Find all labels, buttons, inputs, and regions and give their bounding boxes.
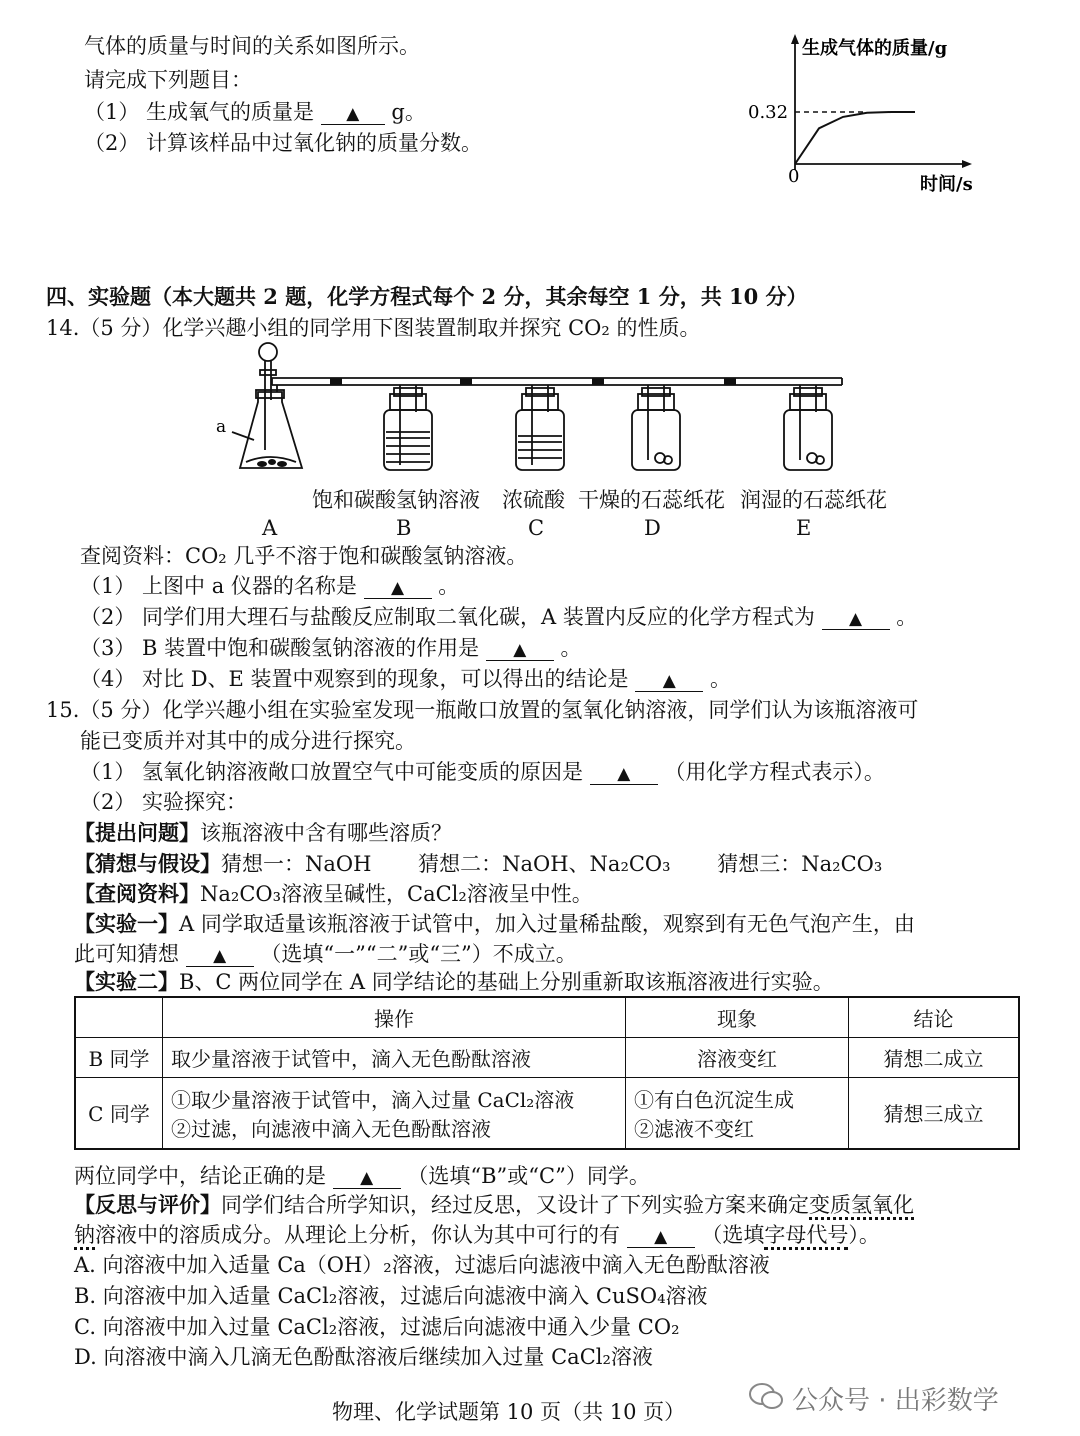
answer-blank[interactable] bbox=[486, 636, 554, 661]
answer-blank[interactable] bbox=[321, 100, 385, 125]
q15-sub-1 bbox=[80, 756, 885, 786]
text: Na₂CO₃溶液呈碱性，CaCl₂溶液呈中性。 bbox=[200, 882, 593, 906]
hypothesis-3: 猜想三：Na₂CO₃ bbox=[717, 852, 883, 876]
question-text: 。 bbox=[896, 605, 918, 629]
table-cell: 溶液变红 bbox=[626, 1037, 849, 1077]
table-cell bbox=[626, 1077, 849, 1149]
connecting-pipe bbox=[272, 378, 842, 385]
question-text: （选填“一”“二”或“三”）不成立。 bbox=[260, 942, 577, 966]
experiment-1-line1 bbox=[74, 908, 915, 938]
text-line: 请完成下列题目： bbox=[84, 68, 252, 92]
mass-time-chart bbox=[740, 30, 1030, 205]
cell-line: ①有白色沉淀生成 bbox=[634, 1087, 794, 1112]
watermark: 公众号 · 出彩数学 bbox=[792, 1386, 999, 1416]
tag: 【提出问题】 bbox=[74, 820, 200, 845]
question-text: 。 bbox=[560, 636, 582, 660]
mass-curve bbox=[795, 112, 915, 164]
option-a: A. 向溶液中加入适量 Ca（OH）₂溶液，过滤后向滤液中滴入无色酚酞溶液 bbox=[74, 1253, 770, 1277]
reflection-line1 bbox=[74, 1189, 914, 1219]
text-line: 气体的质量与时间的关系如图所示。 bbox=[84, 34, 420, 58]
y-axis-label: 生成气体的质量/g bbox=[802, 38, 948, 59]
cell-line: ②滤液不变红 bbox=[634, 1116, 754, 1141]
question-text: 。 bbox=[709, 667, 731, 691]
triangle-icon: ▲ bbox=[513, 640, 527, 660]
page-footer: 物理、化学试题第 10 页（共 10 页） bbox=[332, 1400, 686, 1424]
table-row bbox=[75, 1037, 1019, 1077]
text: （选填 bbox=[701, 1223, 765, 1247]
label-a: a bbox=[216, 417, 227, 437]
table-header bbox=[75, 997, 163, 1037]
funnel-bulb bbox=[259, 343, 277, 361]
emphasized-text: 字母代号 bbox=[764, 1223, 848, 1250]
table-cell bbox=[163, 1077, 626, 1149]
bottle-e bbox=[784, 378, 842, 470]
reference-line bbox=[74, 878, 593, 908]
experiment-table bbox=[74, 996, 1020, 1150]
hypothesis-line bbox=[74, 848, 882, 878]
answer-blank[interactable] bbox=[333, 1164, 401, 1189]
option-d: D. 向溶液中滴入几滴无色酚酞溶液后继续加入过量 CaCl₂溶液 bbox=[74, 1345, 653, 1369]
q14-sub-2 bbox=[80, 601, 917, 631]
question-2: （2） 计算该样品中过氧化钠的质量分数。 bbox=[84, 131, 483, 155]
text: 同学们结合所学知识，经过反思，又设计了下列实验方案来确定 bbox=[221, 1193, 809, 1217]
triangle-icon: ▲ bbox=[213, 946, 227, 966]
origin-label: 0 bbox=[788, 166, 800, 187]
question-text: （3） B 装置中饱和碳酸氢钠溶液的作用是 bbox=[80, 636, 480, 660]
q15-sub-2: （2） 实验探究： bbox=[80, 790, 248, 814]
triangle-icon: ▲ bbox=[360, 1168, 374, 1188]
q15-stem-line2: 能已变质并对其中的成分进行探究。 bbox=[80, 729, 416, 753]
table-cell: 猜想二成立 bbox=[849, 1037, 1020, 1077]
tag: 【查阅资料】 bbox=[74, 881, 200, 906]
problem-line bbox=[74, 817, 452, 847]
wechat-icon bbox=[748, 1382, 784, 1412]
answer-blank[interactable] bbox=[822, 605, 890, 630]
option-b: B. 向溶液中加入适量 CaCl₂溶液，过滤后向滤液中滴入 CuSO₄溶液 bbox=[74, 1284, 708, 1308]
bottle-d bbox=[632, 385, 680, 470]
reflection-line2 bbox=[74, 1219, 880, 1249]
question-1 bbox=[84, 96, 426, 126]
experiment-1-line2 bbox=[74, 938, 577, 968]
hypothesis-2: 猜想二：NaOH、Na₂CO₃ bbox=[418, 852, 671, 876]
apparatus-label-c: 浓硫酸 bbox=[502, 488, 565, 512]
table-cell: B 同学 bbox=[75, 1037, 163, 1077]
table-cell: 取少量溶液于试管中，滴入无色酚酞溶液 bbox=[163, 1037, 626, 1077]
answer-blank[interactable] bbox=[627, 1223, 695, 1248]
q14-sub-1 bbox=[80, 570, 459, 600]
tag: 【反思与评价】 bbox=[74, 1192, 221, 1217]
question-text: 两位同学中，结论正确的是 bbox=[74, 1164, 326, 1188]
text: B、C 两位同学在 A 同学结论的基础上分别重新取该瓶溶液进行实验。 bbox=[179, 970, 834, 994]
option-c: C. 向溶液中加入过量 CaCl₂溶液，过滤后向滤液中通入少量 CO₂ bbox=[74, 1315, 680, 1339]
apparatus-label-d: 干燥的石蕊纸花 bbox=[578, 488, 725, 512]
text: A 同学取适量该瓶溶液于试管中，加入过量稀盐酸，观察到有无色气泡产生，由 bbox=[179, 912, 915, 936]
table-header: 现象 bbox=[626, 997, 849, 1037]
bottle-b bbox=[384, 385, 432, 470]
triangle-icon: ▲ bbox=[849, 609, 863, 629]
q14-sub-3 bbox=[80, 632, 582, 662]
question-text: g。 bbox=[391, 100, 426, 124]
question-text: （4） 对比 D、E 装置中观察到的现象，可以得出的结论是 bbox=[80, 667, 629, 691]
question-text: （1） 上图中 a 仪器的名称是 bbox=[80, 574, 357, 598]
answer-blank[interactable] bbox=[186, 942, 254, 967]
text: 溶液中的溶质成分。从理论上分析，你认为其中可行的有 bbox=[95, 1223, 620, 1247]
y-tick-label: 0.32 bbox=[748, 102, 789, 123]
x-axis-label: 时间/s bbox=[920, 174, 973, 195]
experiment-2-line bbox=[74, 966, 834, 996]
question-text: （用化学方程式表示）。 bbox=[664, 760, 885, 784]
table-cell: 猜想三成立 bbox=[849, 1077, 1020, 1149]
letter-a: A bbox=[262, 516, 278, 540]
triangle-icon: ▲ bbox=[391, 578, 405, 598]
question-text: 。 bbox=[438, 574, 460, 598]
section-title: 四、实验题（本大题共 2 题，化学方程式每个 2 分，其余每空 1 分，共 10 分） bbox=[46, 284, 808, 309]
bottle-c bbox=[516, 385, 564, 470]
cell-line: ②过滤，向滤液中滴入无色酚酞溶液 bbox=[171, 1116, 491, 1141]
table-header-row bbox=[75, 997, 1019, 1037]
letter-e: E bbox=[796, 516, 812, 540]
letter-d: D bbox=[644, 516, 661, 540]
triangle-icon: ▲ bbox=[617, 764, 631, 784]
table-header: 结论 bbox=[849, 997, 1020, 1037]
q14-sub-4 bbox=[80, 663, 731, 693]
triangle-icon: ▲ bbox=[662, 671, 676, 691]
question-text: （选填“B”或“C”）同学。 bbox=[407, 1164, 650, 1188]
text: ）。 bbox=[848, 1223, 880, 1247]
conclusion-line bbox=[74, 1160, 650, 1190]
text: 该瓶溶液中含有哪些溶质？ bbox=[200, 821, 452, 845]
table-row bbox=[75, 1077, 1019, 1149]
reference-note: 查阅资料：CO₂ 几乎不溶于饱和碳酸氢钠溶液。 bbox=[80, 544, 528, 568]
cell-line: ①取少量溶液于试管中，滴入过量 CaCl₂溶液 bbox=[171, 1087, 575, 1112]
triangle-icon: ▲ bbox=[654, 1227, 668, 1247]
q14-stem: 14.（5 分）化学兴趣小组的同学用下图装置制取并探究 CO₂ 的性质。 bbox=[46, 316, 701, 340]
label-a-pointer bbox=[232, 432, 254, 440]
answer-blank[interactable] bbox=[590, 760, 658, 785]
q15-stem-line1: 15.（5 分）化学兴趣小组在实验室发现一瓶敞口放置的氢氧化钠溶液，同学们认为该瓶溶液可 bbox=[46, 698, 919, 722]
answer-blank[interactable] bbox=[635, 667, 703, 692]
triangle-icon: ▲ bbox=[346, 104, 360, 124]
x-axis-arrow bbox=[962, 160, 972, 168]
apparatus-label-e: 润湿的石蕊纸花 bbox=[740, 488, 887, 512]
emphasized-text: 变质氢氧化 bbox=[809, 1193, 914, 1220]
question-text: （1） 生成氧气的质量是 bbox=[84, 100, 315, 124]
table-header: 操作 bbox=[163, 997, 626, 1037]
letter-b: B bbox=[396, 516, 412, 540]
tag: 【实验一】 bbox=[74, 911, 179, 936]
tag: 【实验二】 bbox=[74, 969, 179, 994]
question-text: （2） 同学们用大理石与盐酸反应制取二氧化碳，A 装置内反应的化学方程式为 bbox=[80, 605, 815, 629]
y-axis-arrow bbox=[791, 34, 799, 44]
table-cell: C 同学 bbox=[75, 1077, 163, 1149]
letter-c: C bbox=[528, 516, 545, 540]
question-text: （1） 氢氧化钠溶液敞口放置空气中可能变质的原因是 bbox=[80, 760, 584, 784]
question-text: 此可知猜想 bbox=[74, 942, 179, 966]
answer-blank[interactable] bbox=[364, 574, 432, 599]
emphasized-text: 钠 bbox=[74, 1223, 95, 1250]
apparatus-label-b: 饱和碳酸氢钠溶液 bbox=[312, 488, 480, 512]
hypothesis-1: 猜想一：NaOH bbox=[221, 852, 372, 876]
tag: 【猜想与假设】 bbox=[74, 851, 221, 876]
